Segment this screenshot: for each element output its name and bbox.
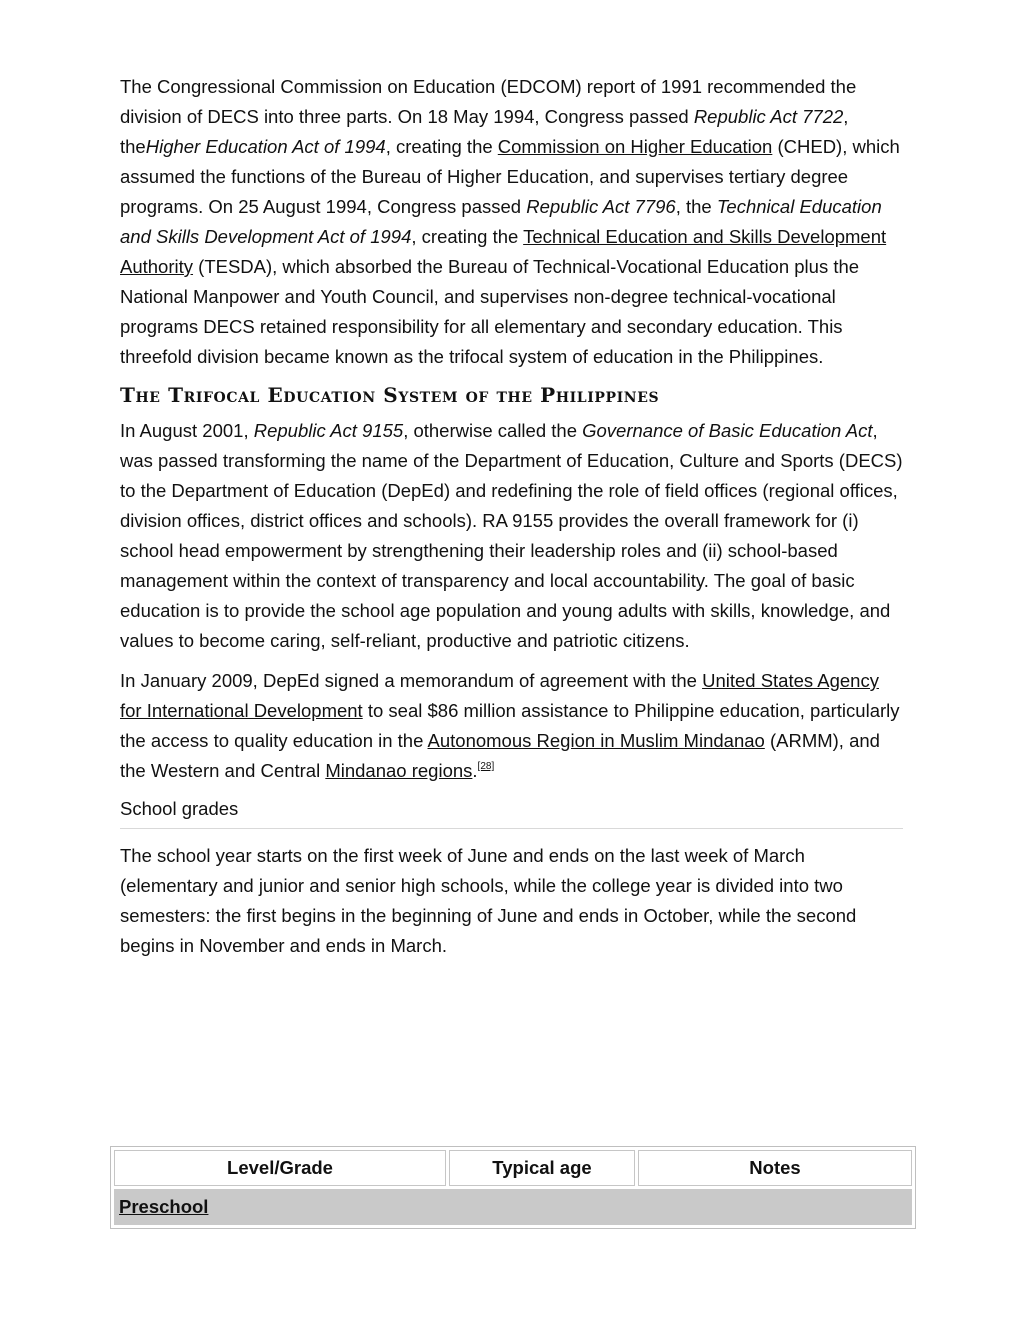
table-row: [114, 1189, 912, 1225]
italic-ra-9155: Republic Act 9155: [253, 420, 404, 441]
citation-ref[interactable]: [28]: [477, 761, 495, 772]
column-header-typical-age: Typical age: [449, 1150, 635, 1186]
link-armm[interactable]: Autonomous Region in Muslim Mindanao: [427, 730, 765, 751]
column-header-level-grade: Level/Grade: [114, 1150, 446, 1186]
paragraph-edcom: The Congressional Commission on Education (EDCOM) report of 1991 recommended the division of DECS into three parts. On 18 May 1994, Congress passed Republic Act 7722, theHigher Education Act of 1994, creating the Commission on Higher Education (CHED), which assumed the functions of the Bureau of Higher Education, and supervises tertiary degree programs. On 25 August 1994, Congress passed Republic Act 7796, the Technical Education and Skills Development Act of 1994, creating the Technical Education and Skills Development Authority (TESDA), which absorbed the Bureau of Technical-Vocational Education plus the National Manpower and Youth Council, and supervises non-degree technical-vocational programs DECS retained responsibility for all elementary and secondary education. This threefold division became known as the trifocal system of education in the Philippines.: [120, 76, 900, 367]
italic-ra-7722: Republic Act 7722: [693, 106, 844, 127]
paragraph-usaid: In January 2009, DepEd signed a memorandum of agreement with the United States Agency for International Development to seal $86 million assistance to Philippine education, particularly the access to quality education in the Autonomous Region in Muslim Mindanao (ARMM), and the Western and Central Mindanao regions.[28]: [120, 670, 900, 781]
paragraph-school-year: The school year starts on the first week of June and ends on the last week of March (elementary and junior and senior high schools, while the college year is divided into two semesters: the first begins in the beginning of June and ends in October, while the second begins in November and ends in March.: [120, 845, 857, 956]
link-tesda[interactable]: Technical Education and Skills Development Authority: [120, 226, 887, 277]
column-header-notes: Notes: [638, 1150, 912, 1186]
link-preschool[interactable]: Preschool: [119, 1196, 209, 1217]
document-body: [120, 72, 905, 961]
section-heading-trifocal: The Trifocal Education System of the Philippines: [120, 383, 660, 407]
italic-ra-7796: Republic Act 7796: [526, 196, 676, 217]
table-group-cell: [114, 1189, 912, 1225]
school-grades-table: [110, 1146, 916, 1229]
link-usaid[interactable]: United States Agency for International Development: [120, 670, 879, 721]
table-header-row: [114, 1150, 912, 1186]
link-mindanao-regions[interactable]: Mindanao regions: [325, 760, 473, 781]
italic-governance-act: Governance of Basic Education Act: [582, 420, 873, 441]
link-ched[interactable]: Commission on Higher Education: [497, 136, 773, 157]
italic-tesd-act: Technical Education and Skills Development Act of 1994: [120, 196, 882, 247]
paragraph-ra-9155: In August 2001, Republic Act 9155, otherwise called the Governance of Basic Education Act, was passed transforming the name of the Department of Education, Culture and Sports (DECS) to the Department of Education (DepEd) and redefining the role of field offices (regional offices, division offices, district offices and schools). RA 9155 provides the overall framework for (i) school head empowerment by strengthening their leadership roles and (ii) school-based management within the context of transparency and local accountability. The goal of basic education is to provide the school age population and young adults with skills, knowledge, and values to become caring, self-reliant, productive and patriotic citizens.: [120, 420, 903, 651]
subheading-school-grades: School grades: [120, 794, 903, 829]
italic-higher-education-act: Higher Education Act of 1994: [145, 136, 386, 157]
